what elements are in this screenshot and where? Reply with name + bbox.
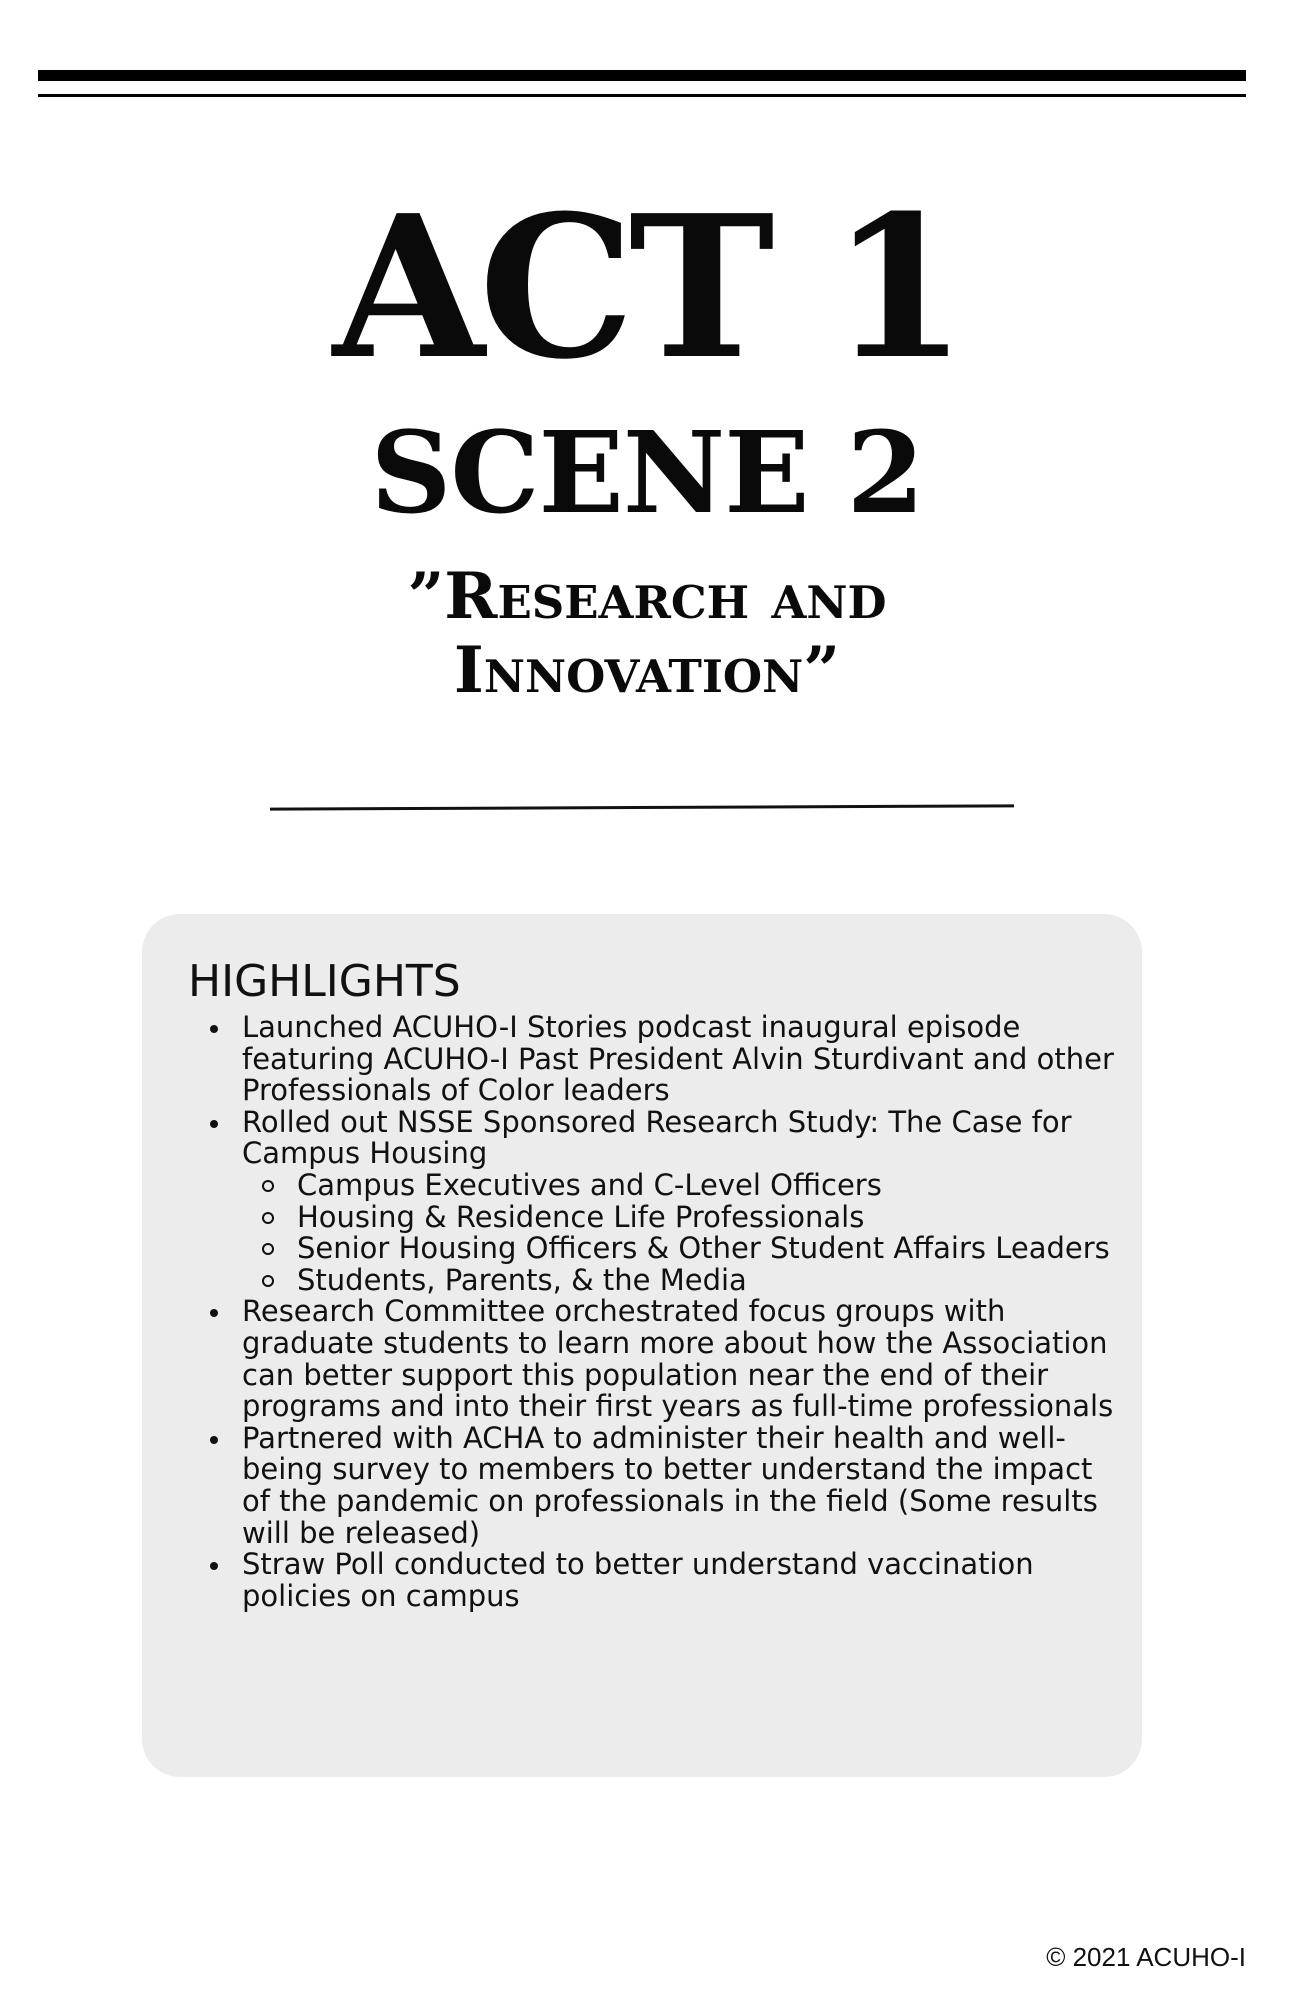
list-item — [242, 1549, 1122, 1612]
sub-list-item: Senior Housing Officers & Other Student Affairs Leaders — [297, 1233, 1122, 1265]
list-item-text: Rolled out NSSE Sponsored Research Study: The Case for Campus Housing — [242, 1104, 1072, 1171]
act-title: ACT 1 — [332, 173, 962, 403]
list-item-text: Launched ACUHO-I Stories podcast inaugural episode featuring ACUHO-I Past President Alvin Sturdivant and other Professionals of Color leaders — [242, 1010, 1114, 1108]
list-item — [242, 1104, 1122, 1297]
sub-list-item: Housing & Residence Life Professionals — [297, 1202, 1122, 1234]
sub-list-item: Students, Parents, & the Media — [297, 1265, 1122, 1297]
section-divider — [270, 804, 1014, 810]
scene-title: SCENE 2 — [370, 408, 924, 539]
highlights-heading: HIGHLIGHTS — [188, 956, 461, 1007]
list-item-text: Straw Poll conducted to better understand vaccination policies on campus — [242, 1547, 1034, 1613]
top-rule-thin — [38, 94, 1246, 97]
subtitle-line-2: Innovation” — [453, 633, 841, 708]
list-item-text: Research Committee orchestrated focus groups with graduate students to learn more about how the Association can better support this population near the end of their programs and into their first years as full-time professionals — [242, 1294, 1114, 1424]
list-item — [242, 1296, 1122, 1422]
list-item — [242, 1012, 1122, 1107]
sub-list — [242, 1167, 1122, 1297]
list-item-text: Partnered with ACHA to administer their health and well-being survey to members to better understand the impact of the pandemic on professionals in the field (Some results will be released) — [242, 1420, 1098, 1550]
highlights-list — [242, 1012, 1122, 1612]
list-item — [242, 1420, 1122, 1550]
sub-list-item: Campus Executives and C-Level Officers — [297, 1170, 1122, 1202]
subtitle-line-1: ”Research and — [407, 559, 887, 634]
top-rule-thick — [38, 70, 1246, 81]
scene-subtitle — [0, 560, 1294, 708]
copyright-footer: © 2021 ACUHO-I — [1046, 1942, 1246, 1972]
